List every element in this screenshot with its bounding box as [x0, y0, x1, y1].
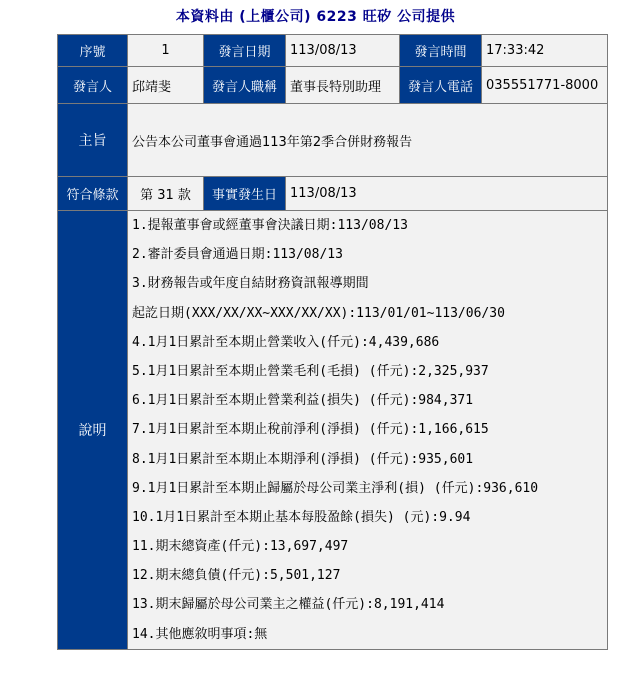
event-date-value: 113/08/13	[286, 177, 608, 211]
description-line: 12.期末總負債(仟元):5,501,127	[132, 568, 341, 584]
description-line: 2.審計委員會通過日期:113/08/13	[132, 247, 343, 263]
table-row	[58, 104, 608, 177]
announcement-table	[57, 34, 608, 650]
description-body	[128, 211, 608, 650]
description-line: 6.1月1日累計至本期止營業利益(損失) (仟元):984,371	[132, 393, 474, 409]
description-line: 8.1月1日累計至本期止本期淨利(淨損) (仟元):935,601	[132, 451, 474, 467]
speaker-title-label: 發言人職稱	[204, 67, 286, 104]
clause-label: 符合條款	[58, 177, 128, 211]
time-value: 17:33:42	[482, 35, 608, 67]
table-row	[58, 35, 608, 67]
subject-label: 主旨	[58, 104, 128, 177]
description-line: 14.其他應敘明事項:無	[132, 626, 268, 642]
table-row	[58, 211, 608, 650]
speaker-phone-label: 發言人電話	[400, 67, 482, 104]
table-row	[58, 177, 608, 211]
table-row	[58, 67, 608, 104]
description-line: 11.期末總資產(仟元):13,697,497	[132, 539, 349, 555]
description-line: 4.1月1日累計至本期止營業收入(仟元):4,439,686	[132, 334, 440, 350]
seq-label: 序號	[58, 35, 128, 67]
event-date-label: 事實發生日	[204, 177, 286, 211]
subject-value: 公告本公司董事會通過113年第2季合併財務報告	[128, 104, 608, 177]
speaker-label: 發言人	[58, 67, 128, 104]
page-title: 本資料由 (上櫃公司) 6223 旺矽 公司提供	[175, 9, 456, 25]
speaker-title-value: 董事長特別助理	[286, 67, 400, 104]
description-line: 9.1月1日累計至本期止歸屬於母公司業主淨利(損) (仟元):936,610	[132, 480, 539, 496]
seq-value: 1	[128, 35, 204, 67]
speaker-value: 邱靖斐	[128, 67, 204, 104]
time-label: 發言時間	[400, 35, 482, 67]
description-line: 3.財務報告或年度自結財務資訊報導期間	[132, 276, 369, 292]
clause-value: 第 31 款	[128, 177, 204, 211]
date-value: 113/08/13	[286, 35, 400, 67]
description-line: 10.1月1日累計至本期止基本每股盈餘(損失) (元):9.94	[132, 509, 471, 525]
description-label: 說明	[58, 211, 128, 650]
description-line: 13.期末歸屬於母公司業主之權益(仟元):8,191,414	[132, 597, 445, 613]
date-label: 發言日期	[204, 35, 286, 67]
description-line: 1.提報董事會或經董事會決議日期:113/08/13	[132, 218, 408, 233]
description-line: 起訖日期(XXX/XX/XX~XXX/XX/XX):113/01/01~113/06/30	[132, 305, 505, 321]
description-line: 5.1月1日累計至本期止營業毛利(毛損) (仟元):2,325,937	[132, 363, 489, 379]
speaker-phone-value: 035551771-8000	[482, 67, 608, 104]
description-line: 7.1月1日累計至本期止稅前淨利(淨損) (仟元):1,166,615	[132, 422, 489, 438]
